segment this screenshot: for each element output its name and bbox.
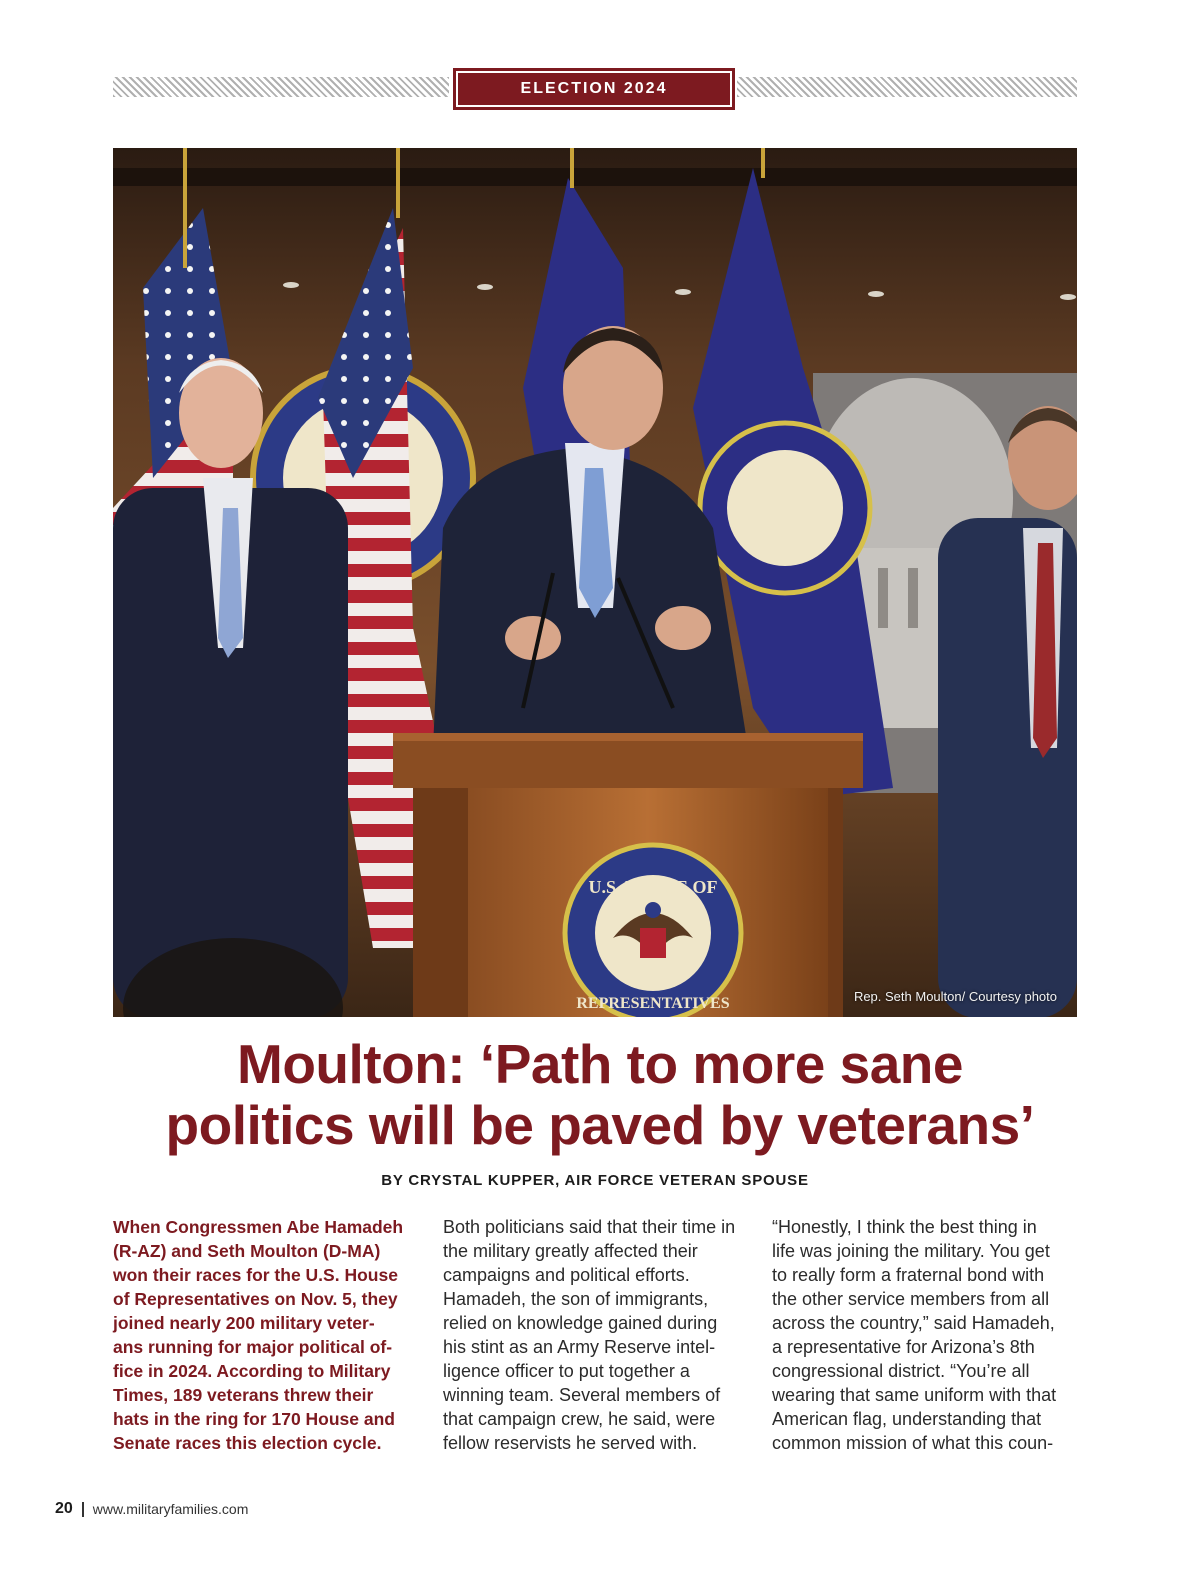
col2-line: that campaign crew, he said, were — [443, 1409, 716, 1429]
col3-line: the other service members from all — [772, 1289, 1050, 1309]
section-header — [113, 68, 1077, 110]
col1-line: Times, 189 veterans threw their — [113, 1385, 374, 1405]
page-footer — [55, 1500, 248, 1518]
article-lede-column — [113, 1215, 418, 1455]
col2-line: the military greatly affected their — [443, 1241, 698, 1261]
article-headline — [60, 1034, 1140, 1156]
col1-line: When Congressmen Abe Hamadeh — [113, 1217, 404, 1237]
col2-line: ligence officer to put together a — [443, 1361, 690, 1381]
col1-line: Senate races this election cycle. — [113, 1433, 382, 1453]
article-byline: BY CRYSTAL KUPPER, AIR FORCE VETERAN SPOUSE — [381, 1172, 809, 1189]
section-label: ELECTION 2024 — [453, 68, 735, 110]
col1-line: of Representatives on Nov. 5, they — [113, 1289, 398, 1309]
article-body-column-3 — [772, 1215, 1072, 1455]
podium-seal-bottom-text: REPRESENTATIVES — [576, 995, 730, 1012]
photo-caption: Rep. Seth Moulton/ Courtesy photo — [853, 989, 1057, 1004]
col3-line: wearing that same uniform with that — [772, 1385, 1057, 1405]
col1-line: won their races for the U.S. House — [113, 1265, 398, 1285]
col1-line: joined nearly 200 military veter- — [113, 1313, 375, 1333]
press-conference-illustration — [113, 148, 1077, 1017]
col1-line: hats in the ring for 170 House and — [113, 1409, 395, 1429]
col2-line: Both politicians said that their time in — [443, 1217, 736, 1237]
col3-line: a representative for Arizona’s 8th — [772, 1337, 1035, 1357]
col2-line: fellow reservists he served with. — [443, 1433, 698, 1453]
col3-line: life was joining the military. You get — [772, 1241, 1050, 1261]
col1-line: (R-AZ) and Seth Moulton (D-MA) — [113, 1241, 381, 1261]
headline-line-2: politics will be paved by veterans’ — [165, 1094, 1035, 1156]
col3-line: to really form a fraternal bond with — [772, 1265, 1045, 1285]
col3-line: across the country,” said Hamadeh, — [772, 1313, 1055, 1333]
footer-url-link[interactable]: www.militaryfamilies.com — [92, 1501, 249, 1517]
col2-line: relied on knowledge gained during — [443, 1313, 718, 1333]
col1-line: ans running for major political of- — [113, 1337, 393, 1357]
col3-line: American flag, understanding that — [772, 1409, 1042, 1429]
footer-divider — [82, 1502, 84, 1517]
podium-seal — [563, 843, 743, 1017]
article-body-column-2 — [443, 1215, 743, 1455]
hatch-rule-right — [737, 77, 1077, 97]
page-number: 20 — [55, 1500, 73, 1517]
podium-seal-top-text: U.S. HOUSE OF — [588, 877, 718, 897]
headline-line-1: Moulton: ‘Path to more sane — [237, 1033, 963, 1095]
col2-line: Hamadeh, the son of immigrants, — [443, 1289, 709, 1309]
col2-line: campaigns and political efforts. — [443, 1265, 690, 1285]
lead-photo — [113, 148, 1077, 1017]
col3-line: “Honestly, I think the best thing in — [772, 1217, 1037, 1237]
col2-line: winning team. Several members of — [443, 1385, 721, 1405]
col2-line: his stint as an Army Reserve intel- — [443, 1337, 716, 1357]
col3-line: common mission of what this coun- — [772, 1433, 1054, 1453]
col1-line: fice in 2024. According to Military — [113, 1361, 391, 1381]
col3-line: congressional district. “You’re all — [772, 1361, 1030, 1381]
hatch-rule-left — [113, 77, 449, 97]
